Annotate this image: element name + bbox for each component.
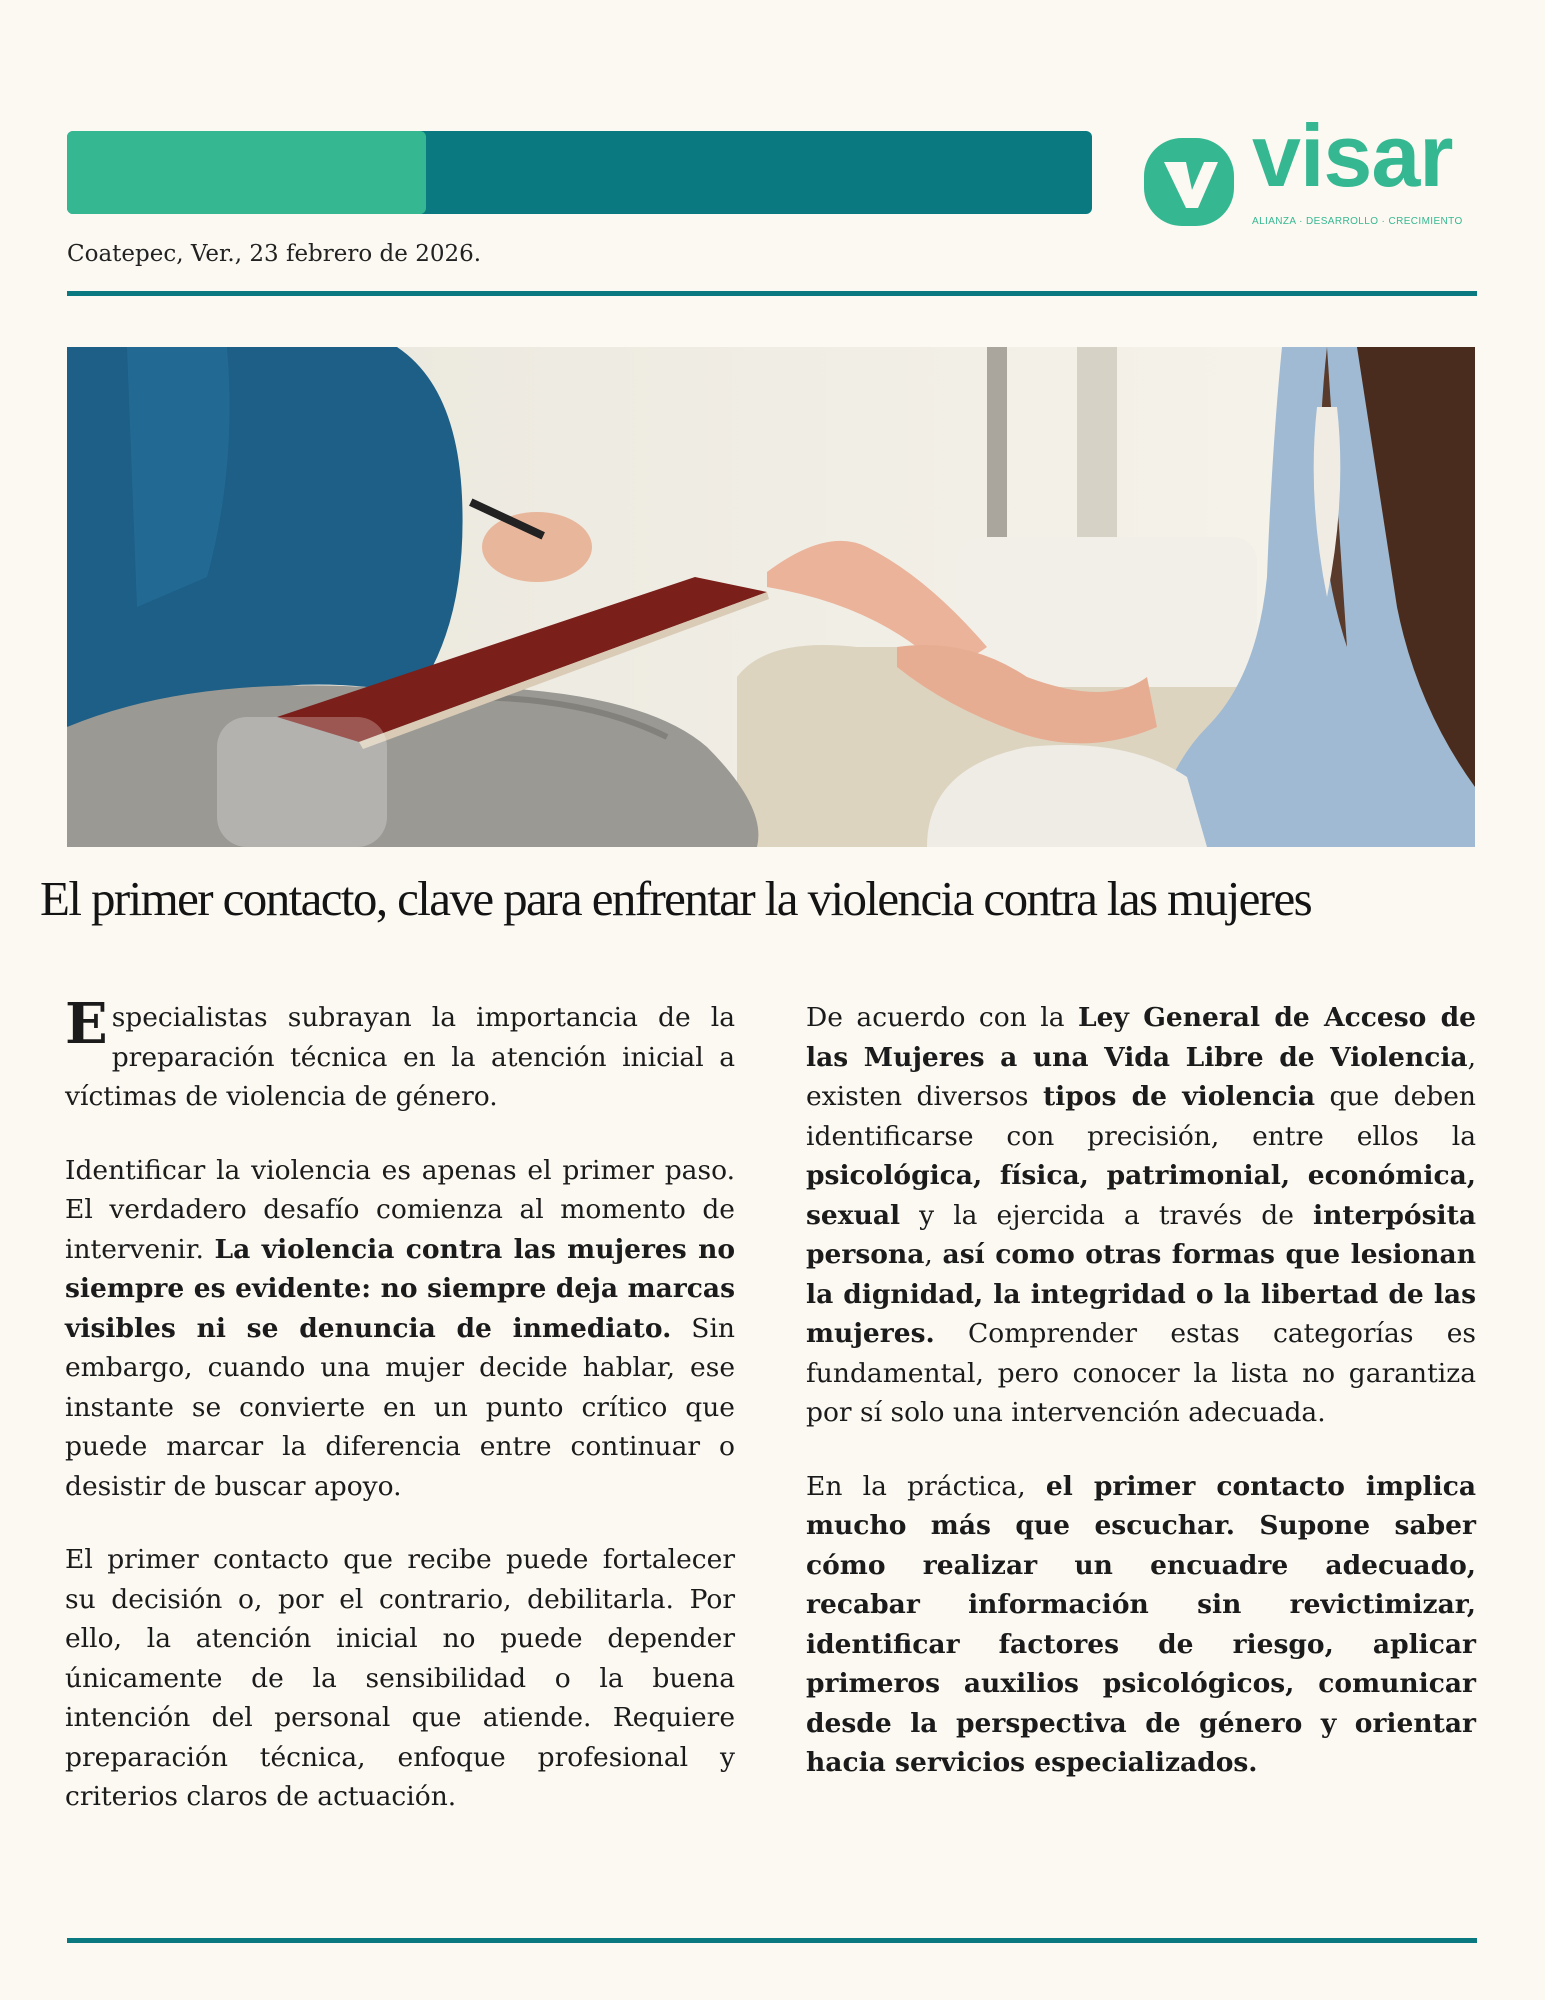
visar-logo [1142, 106, 1477, 232]
article-paragraph [65, 991, 735, 1117]
violence-types: psicológica, física, patrimonial, económica, sexual [806, 1160, 1476, 1231]
article-paragraph: El primer contacto que recibe puede fortalecer su decisión o, por el contrario, debilitarla. Por ello, la atención inicial no puede depender únicamente de la sensibilidad o la buena intención del personal que atiende. Requiere preparación técnica, enfoque profesional y criterios claros de actuación. [65, 1544, 735, 1812]
top-divider [67, 291, 1477, 296]
bottom-divider [67, 1938, 1477, 1943]
article-paragraph [806, 998, 1476, 1433]
paragraph-text: En la práctica, [806, 1470, 1046, 1502]
paragraph-text: , existen diversos [806, 1041, 1476, 1112]
logo-tagline: ALIANZA · DESARROLLO · CRECIMIENTO [1252, 216, 1463, 227]
article-column-left [65, 991, 736, 1851]
paragraph-text: y la ejercida a través de [900, 1199, 1313, 1231]
paragraph-text: , [924, 1239, 943, 1270]
hero-photo [67, 347, 1475, 847]
paragraph-text: que deben identificarse con precisión, entre ellos la [806, 1081, 1476, 1152]
counseling-session-illustration [67, 347, 1475, 847]
law-name: Ley General de Acceso de las Mujeres a una Vida Libre de Violencia [806, 1002, 1476, 1073]
drop-cap: E [65, 991, 108, 1057]
header-accent-bar-fill [67, 131, 426, 214]
paragraph-text: Sin embargo, cuando una mujer decide hablar, ese instante se convierte en un punto crítico que puede marcar la diferencia entre continuar o desistir de buscar apoyo. [65, 1312, 735, 1502]
visar-logo-mark-icon [1142, 132, 1242, 232]
dateline: Coatepec, Ver., 23 febrero de 2026. [67, 241, 482, 267]
logo-wordmark: visar [1252, 106, 1453, 205]
paragraph-emphasis: el primer contacto implica mucho más que escuchar. Supone saber cómo realizar un encuadre adecuado, recabar información sin revictimizar, identificar factores de riesgo, aplicar primeros auxilios psicológicos, comunicar desde la perspectiva de género y orientar hacia servicios especializados. [806, 1470, 1476, 1778]
header-accent-bar [67, 131, 1092, 214]
paragraph-emphasis: La violencia contra las mujeres no siempre es evidente: no siempre deja marcas visibles ni se denuncia de inmediato. [65, 1233, 736, 1344]
paragraph-text: specialistas subrayan la importancia de la preparación técnica en la atención inicial a víctimas de violencia de género. [65, 1002, 735, 1112]
paragraph-emphasis: así como otras formas que lesionan la dignidad, la integridad o la libertad de las mujeres. [806, 1239, 1476, 1349]
article-paragraph [806, 1467, 1476, 1783]
paragraph-text: Identificar la violencia es apenas el primer paso. El verdadero desafío comienza al momento de intervenir. [65, 1154, 735, 1265]
article-paragraph [65, 1151, 735, 1507]
paragraph-text: De acuerdo con la [806, 1002, 1079, 1033]
article-column-right [806, 998, 1476, 1817]
paragraph-text: Comprender estas categorías es fundamental, pero conocer la lista no garantiza por sí solo una intervención adecuada. [806, 1318, 1476, 1428]
paragraph-emphasis: tipos de violencia [1042, 1081, 1315, 1112]
paragraph-emphasis: interpósita persona [806, 1199, 1476, 1270]
article-headline: El primer contacto, clave para enfrentar la violencia contra las mujeres [40, 871, 1312, 926]
